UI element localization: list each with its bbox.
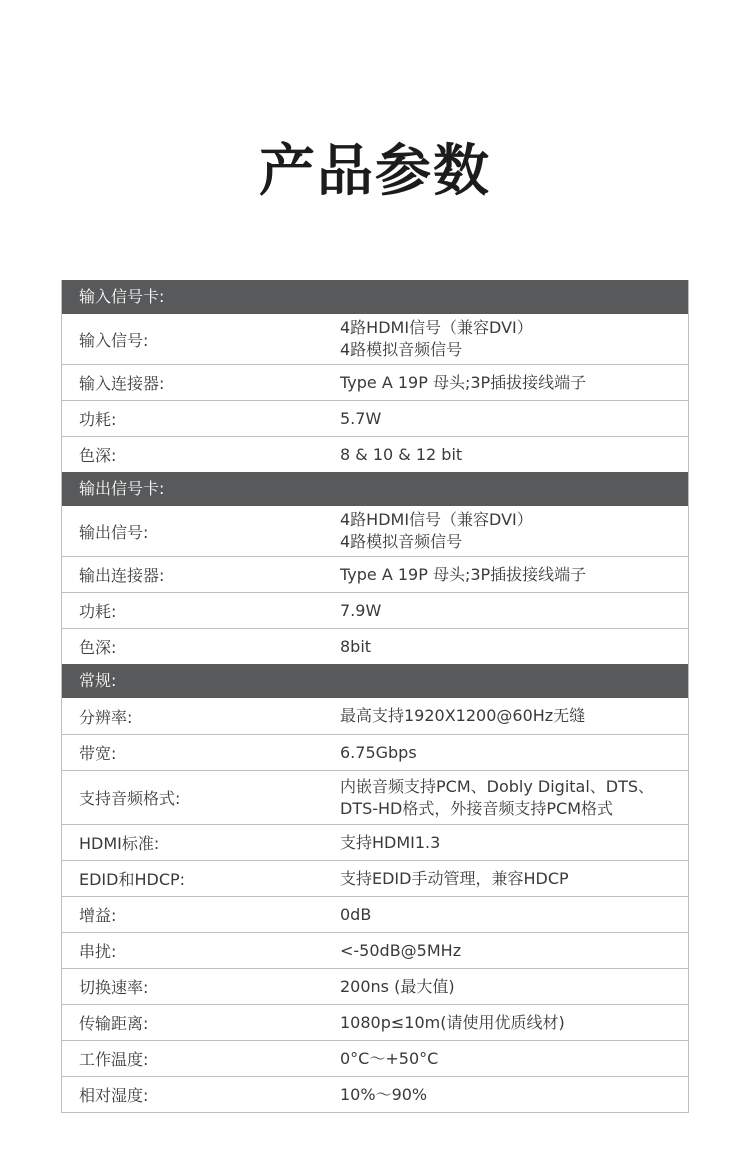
spec-value: 10%～90% <box>340 1084 428 1104</box>
spec-value-line: 4路HDMI信号（兼容DVI） <box>340 318 533 337</box>
spec-label: 功耗: <box>79 602 117 621</box>
spec-value-line: 4路模拟音频信号 <box>340 532 463 551</box>
section-header-output-card: 输出信号卡: <box>62 472 688 506</box>
spec-row <box>62 932 688 968</box>
spec-row <box>62 436 688 472</box>
spec-row <box>62 698 688 734</box>
spec-value-line: DTS-HD格式，外接音频支持PCM格式 <box>340 798 614 818</box>
section-header-input-card: 输入信号卡: <box>62 280 688 314</box>
spec-value: 0°C～+50°C <box>340 1048 439 1068</box>
spec-label: 增益: <box>79 906 117 925</box>
spec-row <box>62 896 688 932</box>
spec-label: 输出连接器: <box>79 566 165 585</box>
spec-label: 相对湿度: <box>79 1086 149 1105</box>
spec-row <box>62 628 688 664</box>
spec-value-line: 内嵌音频支持PCM、Dobly Digital、DTS、 <box>340 776 655 796</box>
spec-value: 支持HDMI1.3 <box>340 832 441 852</box>
spec-value: 支持EDID手动管理，兼容HDCP <box>340 868 569 888</box>
spec-label: 输入信号: <box>79 330 149 350</box>
spec-value: Type A 19P 母头;3P插拔接线端子 <box>340 372 587 392</box>
spec-label: HDMI标准: <box>79 834 160 853</box>
spec-label: 输出信号: <box>79 522 149 542</box>
spec-value: 5.7W <box>340 408 382 428</box>
spec-row <box>62 506 688 556</box>
spec-label: 输入连接器: <box>79 374 165 393</box>
spec-label: EDID和HDCP: <box>79 870 186 889</box>
spec-row <box>62 556 688 592</box>
spec-value: 1080p≤10m(请使用优质线材) <box>340 1012 565 1032</box>
spec-value: 200ns (最大值) <box>340 976 455 996</box>
spec-label: 串扰: <box>79 942 117 961</box>
spec-label: 切换速率: <box>79 978 149 997</box>
spec-label: 功耗: <box>79 410 117 429</box>
section-header-general: 常规: <box>62 664 688 698</box>
spec-value: Type A 19P 母头;3P插拔接线端子 <box>340 564 587 584</box>
spec-value: 最高支持1920X1200@60Hz无缝 <box>340 706 586 725</box>
spec-value: <-50dB@5MHz <box>340 940 462 960</box>
spec-value: 7.9W <box>340 600 382 620</box>
spec-label: 工作温度: <box>79 1050 149 1069</box>
spec-value: 8bit <box>340 636 372 656</box>
spec-table <box>61 280 689 1113</box>
spec-row <box>62 400 688 436</box>
spec-value <box>340 509 688 553</box>
spec-value: 0dB <box>340 904 372 924</box>
spec-value <box>340 317 688 361</box>
spec-row <box>62 770 688 824</box>
spec-row <box>62 1040 688 1076</box>
spec-label: 带宽: <box>79 744 117 763</box>
spec-row <box>62 364 688 400</box>
spec-row <box>62 1076 688 1112</box>
spec-label: 色深: <box>79 446 117 465</box>
spec-label: 色深: <box>79 638 117 657</box>
spec-row <box>62 824 688 860</box>
spec-value: 6.75Gbps <box>340 742 417 762</box>
spec-row <box>62 968 688 1004</box>
spec-label: 传输距离: <box>79 1014 149 1033</box>
spec-row <box>62 1004 688 1040</box>
spec-value-line: 4路模拟音频信号 <box>340 340 463 359</box>
spec-value-line: 4路HDMI信号（兼容DVI） <box>340 510 533 529</box>
spec-row <box>62 314 688 364</box>
spec-value <box>340 776 688 820</box>
spec-value: 8 & 10 & 12 bit <box>340 444 463 464</box>
spec-row <box>62 860 688 896</box>
spec-label: 分辨率: <box>79 707 133 727</box>
spec-row <box>62 592 688 628</box>
page-title: 产品参数 <box>259 139 491 204</box>
spec-label: 支持音频格式: <box>79 789 181 808</box>
spec-row <box>62 734 688 770</box>
